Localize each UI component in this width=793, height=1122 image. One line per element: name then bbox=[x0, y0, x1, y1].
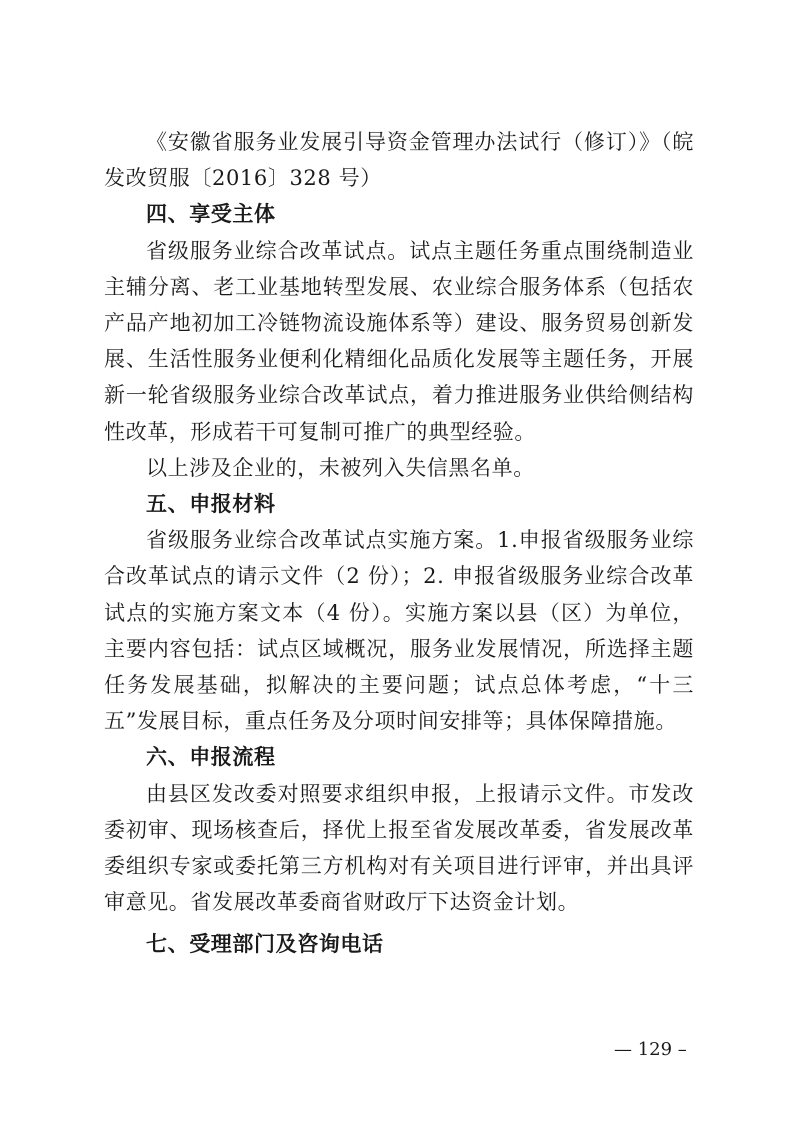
heading-contact-department: 七、受理部门及咨询电话 bbox=[146, 931, 384, 957]
paragraph-application-materials: 省级服务业综合改革试点实施方案。1.申报省级服务业综合改革试点的请示文件（2 份）；2. 申报省级服务业综合改革试点的实施方案文本（4 份）。实施方案以县（区）为单位，主要内容包括：试点区域概况，服务业发展情况，所选择主题任务发展基础，拟解决的主要问题；试点总体考虑，“十三五”发展目标，重点任务及分项时间安排等；具体保障措施。 bbox=[104, 528, 694, 734]
heading-beneficiary: 四、享受主体 bbox=[146, 201, 276, 227]
heading-application-process: 六、申报流程 bbox=[146, 744, 276, 770]
document-body bbox=[104, 124, 694, 963]
page-number: — 129 – bbox=[614, 1039, 687, 1060]
paragraph-application-process: 由县区发改委对照要求组织申报，上报请示文件。市发改委初审、现场核查后，择优上报至省发展改革委，省发展改革委组织专家或委托第三方机构对有关项目进行评审，并出具评审意见。省发展改革委商省财政厅下达资金计划。 bbox=[104, 781, 694, 915]
paragraph-policy-reference: 《安徽省服务业发展引导资金管理办法试行（修订）》（皖发改贸服〔2016〕328 号） bbox=[104, 130, 694, 191]
paragraph-beneficiary: 省级服务业综合改革试点。试点主题任务重点围绕制造业主辅分离、老工业基地转型发展、农业综合服务体系（包括农产品产地初加工冷链物流设施体系等）建设、服务贸易创新发展、生活性服务业便利化精细化品质化发展等主题任务，开展新一轮省级服务业综合改革试点，着力推进服务业供给侧结构性改革，形成若干可复制可推广的典型经验。 bbox=[104, 238, 694, 444]
paragraph-credit-note: 以上涉及企业的，未被列入失信黑名单。 bbox=[146, 455, 535, 480]
heading-application-materials: 五、申报材料 bbox=[146, 491, 276, 517]
